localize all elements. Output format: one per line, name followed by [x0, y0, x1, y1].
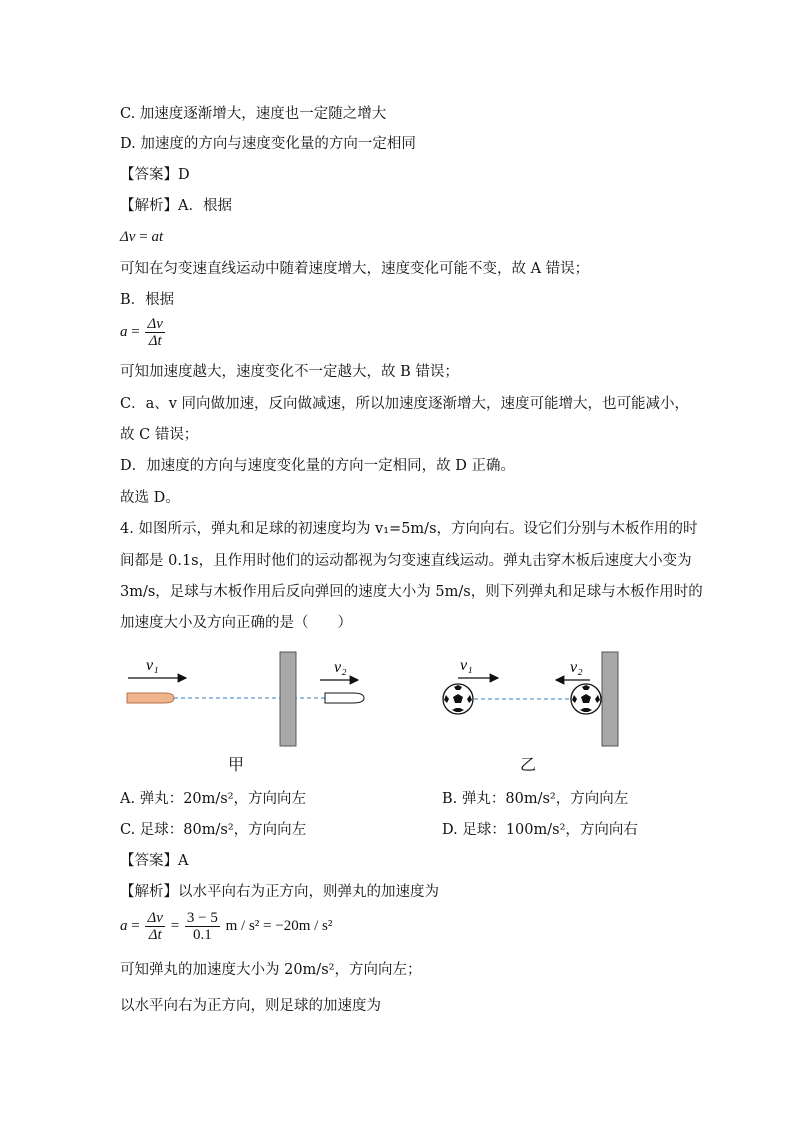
fig-right-v2-label: v₂ [570, 659, 583, 676]
q4-formula-frac1 [145, 910, 164, 943]
bullet-after [325, 693, 364, 703]
q3-conclusion: 故选 D。 [120, 490, 180, 506]
formula-b-den: Δt [148, 333, 162, 349]
q4-stem-line2: 间都是 0.1s，且作用时他们的运动都视为匀变速直线运动。弹丸击穿木板后速度大小变为 [120, 553, 692, 569]
formula-rhs: at [151, 229, 164, 245]
q4-option-a: A. 弹丸：20m/s²，方向向左 [120, 791, 307, 807]
formula-lhs: Δv [120, 229, 136, 245]
q3-answer: 【答案】D [120, 167, 190, 183]
q4-formula-frac2 [185, 910, 220, 943]
q3-analysis-c-line1: C．a、v 同向做加速，反向做减速，所以加速度逐渐增大，速度可能增大，也可能减小， [120, 396, 690, 412]
q4-formula: a = $\frac{\Delta v}{\Delta t}$ = $\frac{3 - 5}{0.1}$ m / s² = −20m / s² [120, 910, 333, 943]
q4-figure [120, 648, 640, 776]
formula-dv-at: Δv = at [120, 229, 164, 245]
q4-option-d: D. 足球：100m/s²，方向向右 [442, 822, 638, 838]
formula-b-num: Δv [147, 316, 163, 332]
q3-analysis-b-intro: B．根据 [120, 292, 175, 308]
board-right [602, 652, 618, 746]
q3-analysis-c-line2: 故 C 错误； [120, 427, 199, 443]
q4-formula-result: m / s² = −20m / s² [225, 917, 333, 934]
board-left [280, 652, 296, 746]
option-c-prev: C. 加速度逐渐增大，速度也一定随之增大 [120, 106, 387, 122]
option-d-prev: D. 加速度的方向与速度变化量的方向一定相同 [120, 136, 416, 152]
q4-stem-line4: 加速度大小及方向正确的是（ ） [120, 615, 352, 631]
q3-analysis-a-text: 可知在匀变速直线运动中随着速度增大，速度变化可能不变，故 A 错误； [120, 261, 590, 277]
q4-analysis-intro: 【解析】以水平向右为正方向，则弹丸的加速度为 [120, 884, 439, 900]
figure-caption-left: 甲 [228, 755, 245, 774]
q4-formula-frac1-den: Δt [148, 927, 162, 943]
q4-formula-frac2-num: 3 − 5 [186, 910, 218, 926]
soccer-ball-before [443, 684, 473, 714]
q3-analysis-b-text: 可知加速度越大，速度变化不一定越大，故 B 错误； [120, 364, 459, 380]
q4-figure-svg [120, 648, 640, 776]
q3-analysis-a-intro: 【解析】A．根据 [120, 198, 232, 214]
q4-formula-frac1-num: Δv [147, 910, 163, 926]
q4-formula-frac2-den: 0.1 [193, 927, 212, 943]
q4-formula-lhs: a [120, 917, 128, 934]
formula-a-dv-dt: a = $\frac{\Delta v}{\Delta t}$ [120, 316, 163, 349]
q4-stem-line3: 3m/s，足球与木板作用后反向弹回的速度大小为 5m/s，则下列弹丸和足球与木板作用时的 [120, 584, 703, 600]
q4-option-c: C. 足球：80m/s²，方向向左 [120, 822, 307, 838]
bullet-before [127, 693, 174, 703]
q3-analysis-d: D．加速度的方向与速度变化量的方向一定相同，故 D 正确。 [120, 458, 515, 474]
fig-left-v1-label: v₁ [146, 657, 159, 674]
formula-b-fraction [145, 316, 164, 349]
q4-analysis-text2: 以水平向右为正方向，则足球的加速度为 [120, 998, 381, 1014]
soccer-ball-after [571, 684, 601, 714]
q4-analysis-text1: 可知弹丸的加速度大小为 20m/s²，方向向左； [120, 962, 422, 978]
fig-right-v1-label: v₁ [460, 657, 473, 674]
q4-stem-line1: 4. 如图所示，弹丸和足球的初速度均为 v₁=5m/s，方向向右。设它们分别与木板作用的时 [120, 521, 698, 537]
fig-left-v2-label: v₂ [334, 659, 347, 676]
figure-caption-right: 乙 [520, 755, 537, 774]
q4-option-b: B. 弹丸：80m/s²，方向向左 [442, 791, 629, 807]
formula-b-lhs: a [120, 323, 128, 340]
q4-answer: 【答案】A [120, 853, 189, 869]
